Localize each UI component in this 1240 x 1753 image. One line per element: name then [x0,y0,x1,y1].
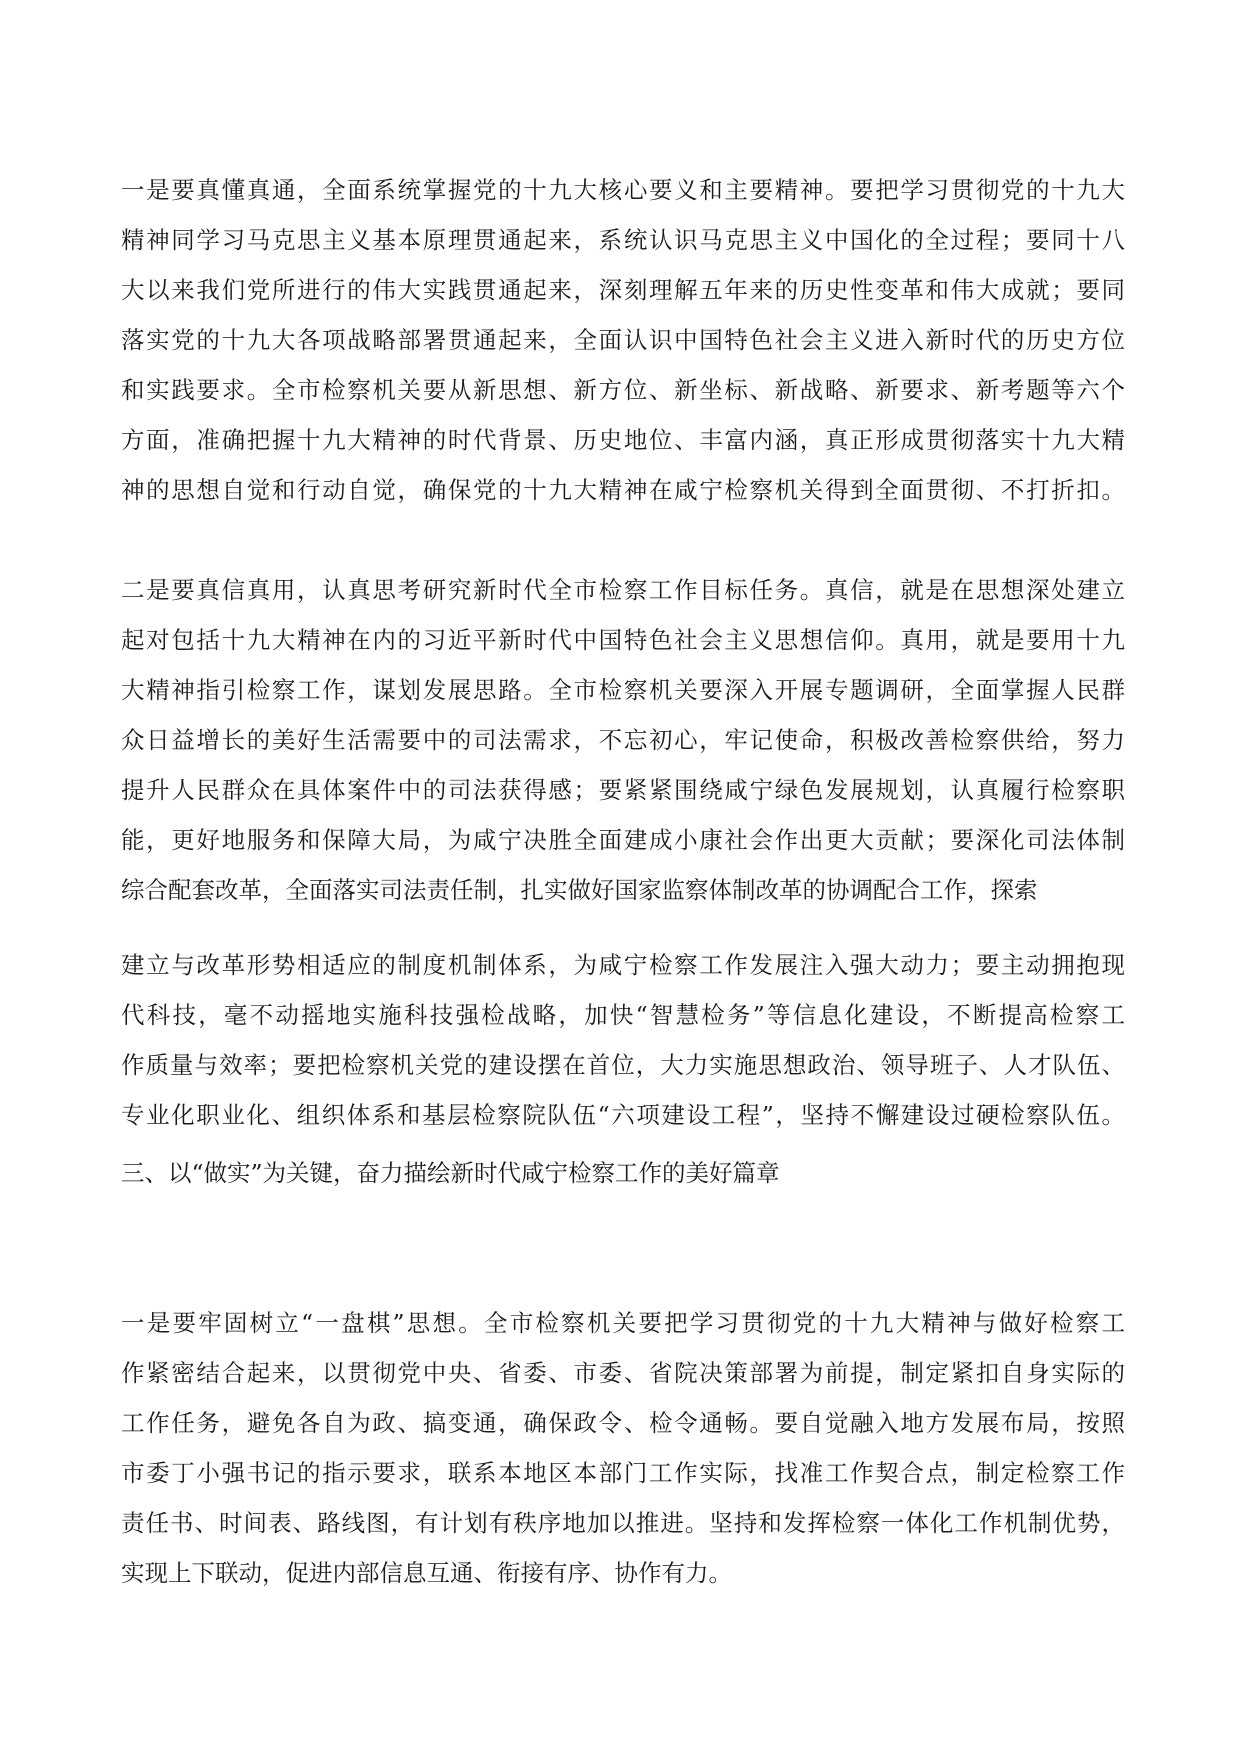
text-line: 能，更好地服务和保障大局，为咸宁决胜全面建成小康社会作出更大贡献；要深化司法体制 [121,826,1125,854]
section-heading-text: 三、以“做实”为关键，奋力描绘新时代咸宁检察工作的美好篇章 [121,1159,780,1187]
text-line: 作质量与效率；要把检察机关党的建设摆在首位，大力实施思想政治、领导班子、人才队伍、 [121,1051,1125,1079]
text-line: 实现上下联动，促进内部信息互通、衔接有序、协作有力。 [121,1559,732,1587]
text-line: 落实党的十九大各项战略部署贯通起来，全面认识中国特色社会主义进入新时代的历史方位 [121,326,1125,354]
text-line: 众日益增长的美好生活需要中的司法需求，不忘初心，牢记使命，积极改善检察供给，努力 [121,726,1125,754]
paragraph-continuation [121,940,1125,1140]
text-line: 一是要牢固树立“一盘棋”思想。全市检察机关要把学习贯彻党的十九大精神与做好检察工 [121,1309,1125,1337]
text-line: 和实践要求。全市检察机关要从新思想、新方位、新坐标、新战略、新要求、新考题等六个 [121,376,1125,404]
text-line: 提升人民群众在具体案件中的司法获得感；要紧紧围绕咸宁绿色发展规划，认真履行检察职 [121,776,1125,804]
paragraph-believe-and-apply [121,565,1125,915]
text-line: 作紧密结合起来，以贯彻党中央、省委、市委、省院决策部署为前提，制定紧扣自身实际的 [121,1359,1125,1387]
section-heading [121,1148,1125,1198]
text-line: 二是要真信真用，认真思考研究新时代全市检察工作目标任务。真信，就是在思想深处建立 [121,576,1125,604]
text-line: 代科技，毫不动摇地实施科技强检战略，加快“智慧检务”等信息化建设，不断提高检察工 [121,1001,1125,1029]
text-line: 起对包括十九大精神在内的习近平新时代中国特色社会主义思想信仰。真用，就是要用十九 [121,626,1125,654]
text-line: 责任书、时间表、路线图，有计划有秩序地加以推进。坚持和发挥检察一体化工作机制优势， [121,1509,1125,1537]
paragraph-one-chessboard [121,1298,1125,1598]
text-line: 综合配套改革，全面落实司法责任制，扎实做好国家监察体制改革的协调配合工作，探索 [121,876,1038,904]
text-line: 建立与改革形势相适应的制度机制体系，为咸宁检察工作发展注入强大动力；要主动拥抱现 [121,951,1125,979]
paragraph-understand-thoroughly [121,165,1125,515]
text-line: 精神同学习马克思主义基本原理贯通起来，系统认识马克思主义中国化的全过程；要同十八 [121,226,1125,254]
text-line: 工作任务，避免各自为政、搞变通，确保政令、检令通畅。要自觉融入地方发展布局，按照 [121,1409,1125,1437]
text-line: 市委丁小强书记的指示要求，联系本地区本部门工作实际，找准工作契合点，制定检察工作 [121,1459,1125,1487]
text-line: 大以来我们党所进行的伟大实践贯通起来，深刻理解五年来的历史性变革和伟大成就；要同 [121,276,1125,304]
text-line: 专业化职业化、组织体系和基层检察院队伍“六项建设工程”，坚持不懈建设过硬检察队伍。 [121,1101,1125,1129]
text-line: 一是要真懂真通，全面系统掌握党的十九大核心要义和主要精神。要把学习贯彻党的十九大 [121,176,1125,204]
text-line: 方面，准确把握十九大精神的时代背景、历史地位、丰富内涵，真正形成贯彻落实十九大精 [121,426,1125,454]
text-line: 大精神指引检察工作，谋划发展思路。全市检察机关要深入开展专题调研，全面掌握人民群 [121,676,1125,704]
text-line: 神的思想自觉和行动自觉，确保党的十九大精神在咸宁检察机关得到全面贯彻、不打折扣。 [121,476,1125,504]
